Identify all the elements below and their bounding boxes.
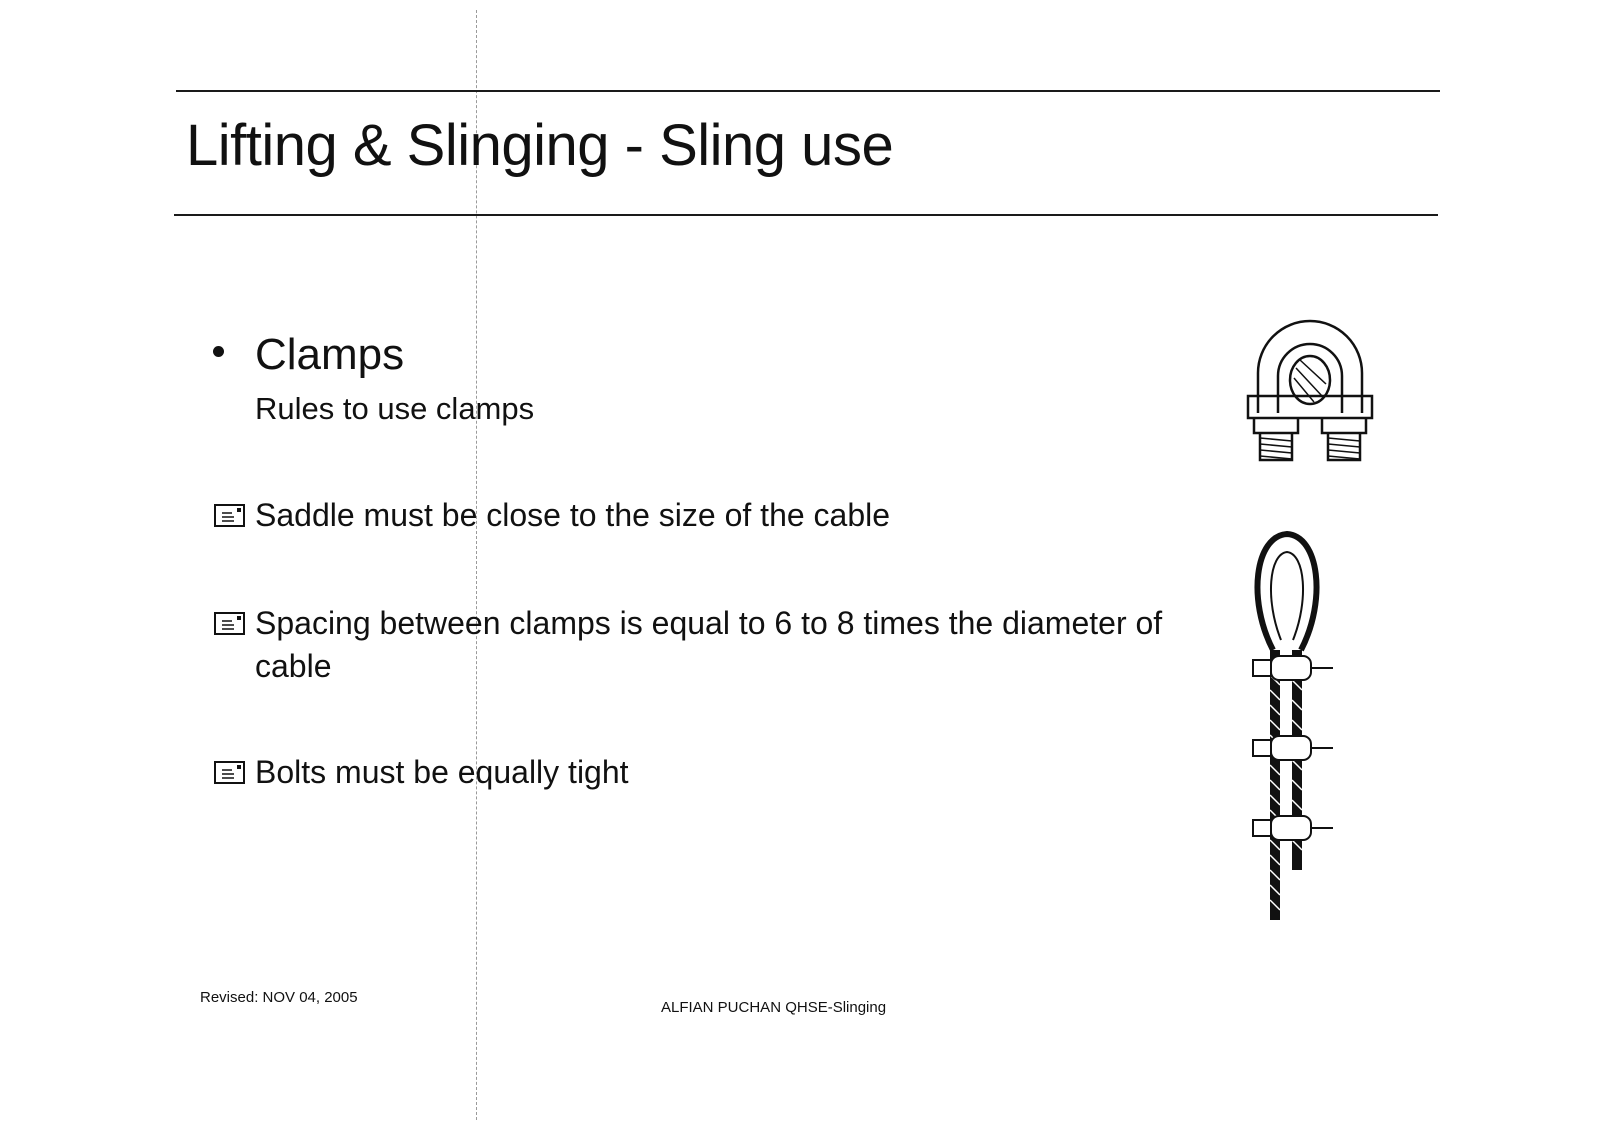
wire-rope-clamp-illustration	[1240, 318, 1380, 468]
note-icon	[214, 612, 245, 635]
rule-text: Bolts must be equally tight	[255, 754, 629, 790]
note-icon	[214, 761, 245, 784]
clamped-cable-loop-illustration	[1245, 530, 1345, 940]
rule-text: Spacing between clamps is equal to 6 to 8 times the diameter of cable	[255, 605, 1163, 684]
revision-date: Revised: NOV 04, 2005	[200, 989, 358, 1006]
note-icon	[214, 504, 245, 527]
bullet-dot-icon	[213, 346, 224, 357]
bullet-subheading: Rules to use clamps	[255, 391, 535, 426]
title-top-rule	[176, 90, 1440, 92]
title-bottom-rule	[174, 214, 1438, 216]
slide-title: Lifting & Slinging - Sling use	[186, 113, 894, 178]
rule-text: Saddle must be close to the size of the cable	[255, 497, 891, 533]
footer-author: ALFIAN PUCHAN QHSE-Slinging	[661, 999, 887, 1016]
bullet-heading: Clamps	[255, 330, 405, 379]
